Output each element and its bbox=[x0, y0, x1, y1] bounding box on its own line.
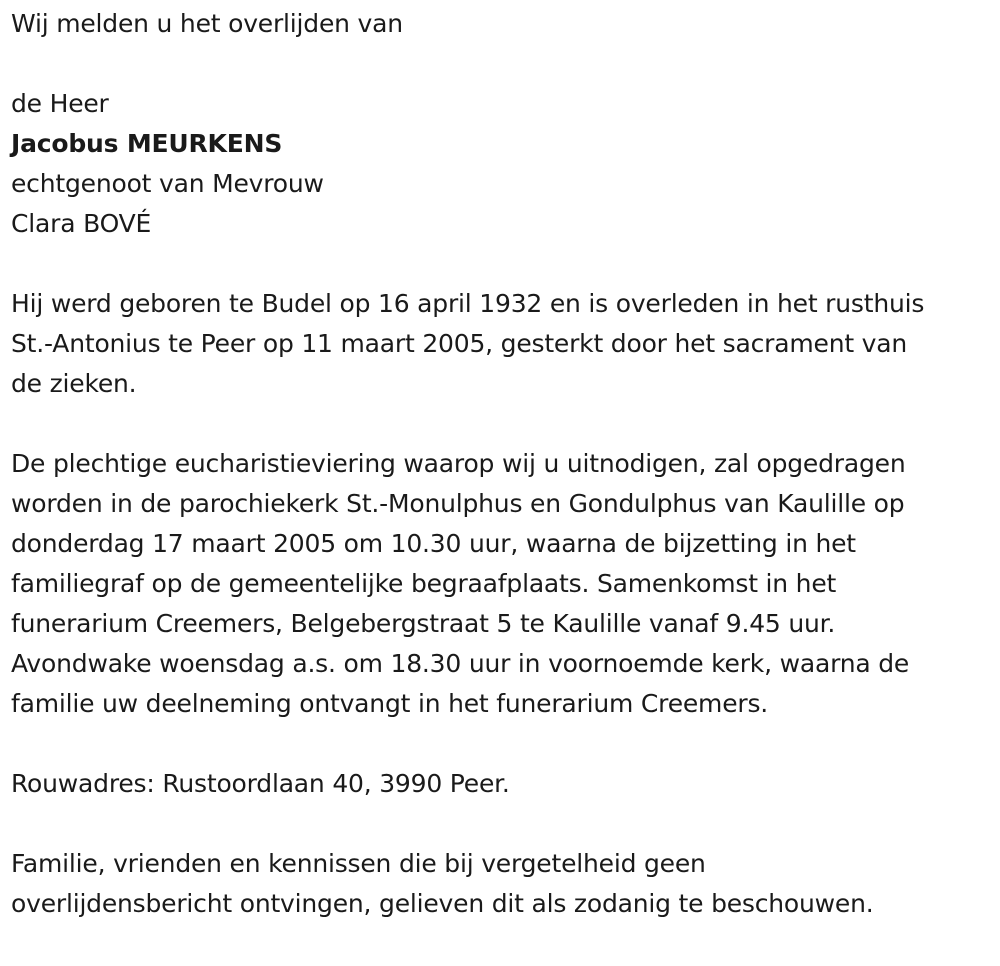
spouse-prefix: echtgenoot van Mevrouw bbox=[11, 169, 324, 198]
paragraph-line: Hij werd geboren te Budel op 16 april 1932 en is overleden in het rusthuis bbox=[11, 289, 925, 318]
spacer bbox=[11, 244, 996, 284]
paragraph-line: funerarium Creemers, Belgebergstraat 5 te Kaulille vanaf 9.45 uur. bbox=[11, 609, 836, 638]
paragraph-line: Familie, vrienden en kennissen die bij vergetelheid geen bbox=[11, 849, 706, 878]
paragraph-line: familiegraf op de gemeentelijke begraafplaats. Samenkomst in het bbox=[11, 569, 837, 598]
paragraph-line: overlijdensbericht ontvingen, gelieven dit als zodanig te beschouwen. bbox=[11, 889, 874, 918]
deceased-name: Jacobus MEURKENS bbox=[11, 129, 283, 158]
salutation: de Heer bbox=[11, 89, 109, 118]
mourning-address: Rouwadres: Rustoordlaan 40, 3990 Peer. bbox=[11, 769, 510, 798]
birth-death-paragraph bbox=[11, 284, 996, 404]
intro-line: Wij melden u het overlijden van bbox=[11, 9, 403, 38]
obituary-document bbox=[11, 4, 996, 924]
spacer bbox=[11, 804, 996, 844]
paragraph-line: donderdag 17 maart 2005 om 10.30 uur, waarna de bijzetting in het bbox=[11, 529, 856, 558]
spacer bbox=[11, 44, 996, 84]
paragraph-line: worden in de parochiekerk St.-Monulphus en Gondulphus van Kaulille op bbox=[11, 489, 905, 518]
spacer bbox=[11, 724, 996, 764]
funeral-paragraph bbox=[11, 444, 996, 724]
spacer bbox=[11, 404, 996, 444]
paragraph-line: Avondwake woensdag a.s. om 18.30 uur in voornoemde kerk, waarna de bbox=[11, 649, 910, 678]
paragraph-line: familie uw deelneming ontvangt in het funerarium Creemers. bbox=[11, 689, 769, 718]
closing-paragraph bbox=[11, 844, 996, 924]
paragraph-line: St.-Antonius te Peer op 11 maart 2005, gesterkt door het sacrament van bbox=[11, 329, 908, 358]
spouse-name: Clara BOVÉ bbox=[11, 209, 152, 238]
paragraph-line: de zieken. bbox=[11, 369, 137, 398]
paragraph-line: De plechtige eucharistieviering waarop wij u uitnodigen, zal opgedragen bbox=[11, 449, 906, 478]
